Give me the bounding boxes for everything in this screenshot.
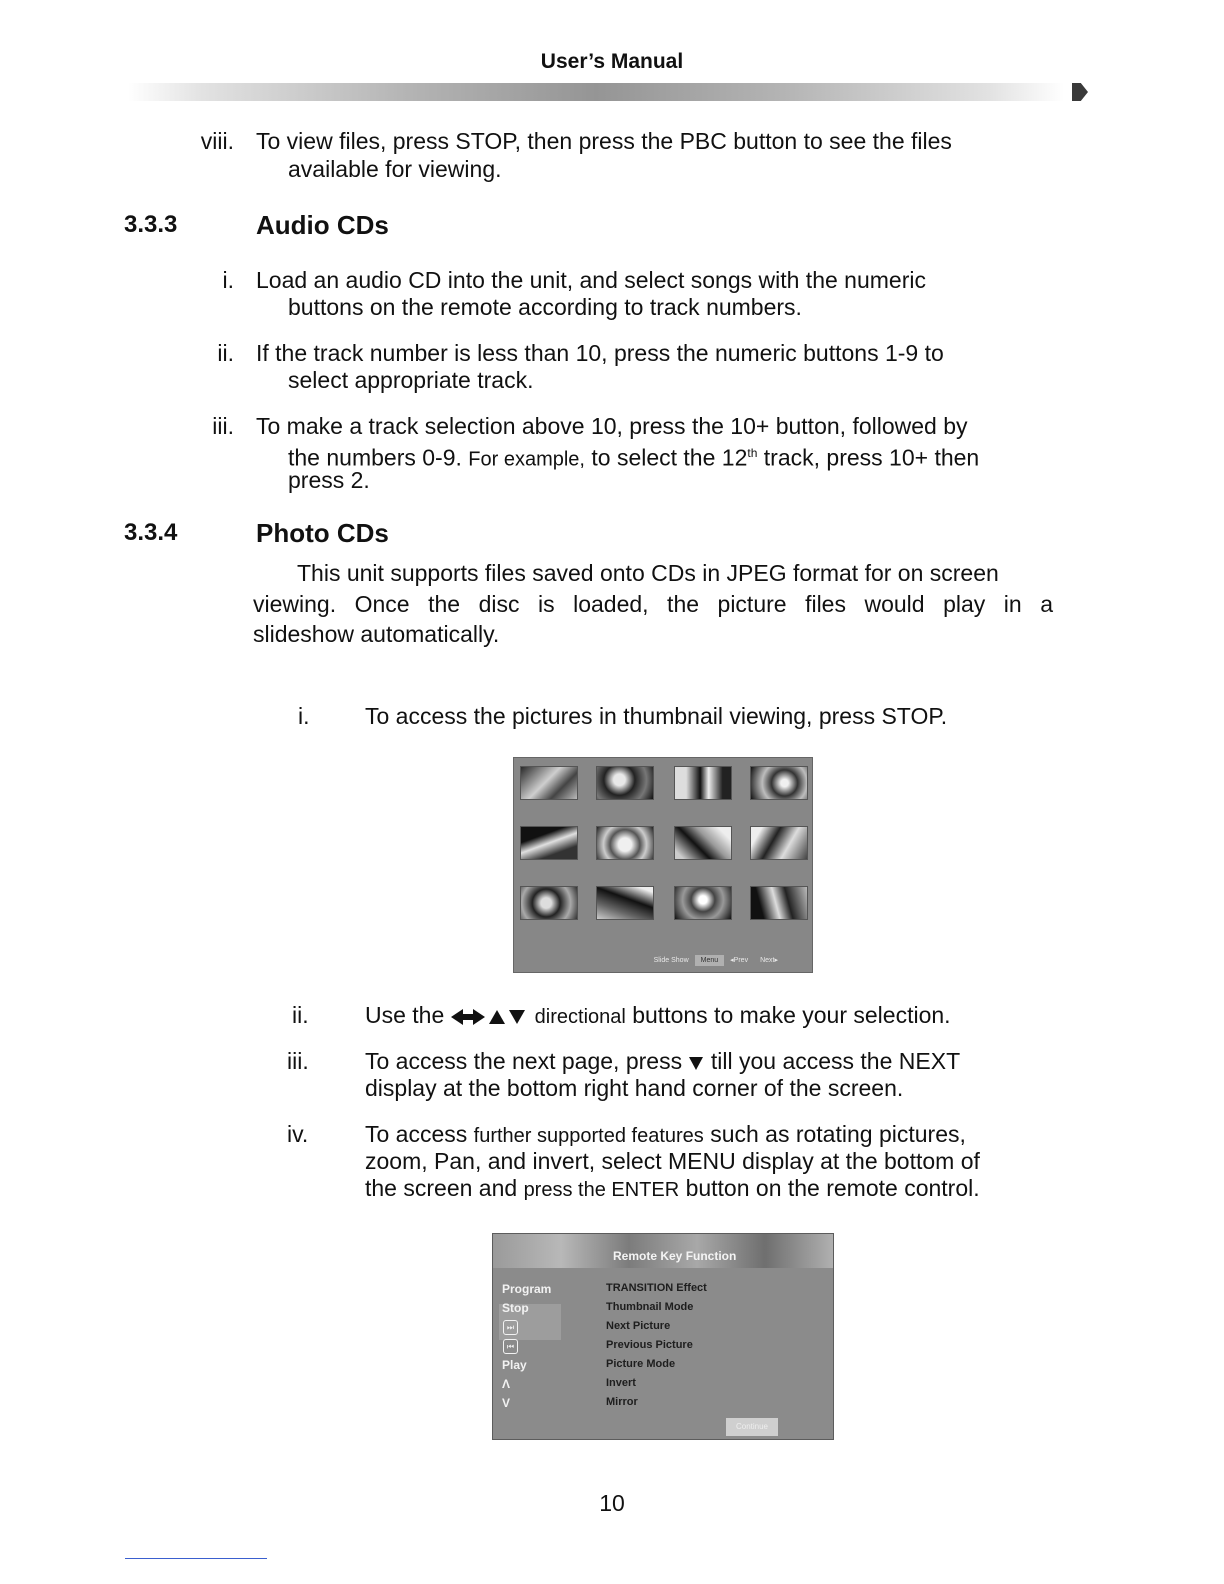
thumbnail: [674, 826, 732, 860]
item-text: buttons on the remote according to track numbers.: [288, 294, 802, 320]
text-run-small: press the ENTER: [523, 1179, 680, 1201]
section-title: Photo CDs: [256, 518, 389, 548]
remote-screen-title: Remote Key Function: [613, 1249, 737, 1263]
text-run: buttons to make your selection.: [632, 1002, 951, 1028]
item-text: To access the pictures in thumbnail viewing, press STOP.: [365, 703, 948, 729]
item-text: To view files, press STOP, then press the PBC button to see the files: [256, 128, 952, 154]
item-number: i.: [222, 267, 234, 293]
thumbnail: [520, 826, 578, 860]
footer-rule: [125, 1558, 267, 1559]
text-run: to select the 12: [591, 444, 748, 471]
thumbnail-bottom-bar: [648, 954, 784, 966]
section-number: 3.3.3: [124, 211, 178, 238]
thumbnail: [674, 766, 732, 800]
text-run: button on the remote control.: [685, 1175, 980, 1201]
remote-key-label: Stop: [502, 1301, 529, 1315]
text-run: To access the next page, press: [365, 1048, 683, 1074]
down-key-icon: V: [502, 1396, 511, 1410]
text-run: the numbers 0-9.: [288, 444, 462, 471]
thumbnail: [674, 886, 732, 920]
text-run: Use the: [365, 1002, 445, 1028]
remote-function-label: Thumbnail Mode: [606, 1301, 694, 1313]
thumbnail: [750, 766, 808, 800]
item-number: ii.: [217, 340, 234, 366]
intro-paragraph: [253, 558, 1053, 650]
item-text: display at the bottom right hand corner of the screen.: [365, 1075, 904, 1101]
section-number: 3.3.4: [124, 519, 178, 546]
header-divider-cap: [1072, 83, 1088, 101]
text-run-small: further supported features: [473, 1125, 704, 1147]
thumbnail: [750, 826, 808, 860]
page-header-title: User’s Manual: [540, 50, 684, 73]
up-key-icon: Λ: [502, 1377, 511, 1391]
remote-function-label: Mirror: [606, 1396, 638, 1408]
intro-line: viewing. Once the disc is loaded, the picture files would play in a: [253, 590, 1053, 617]
text-run-small: directional: [534, 1006, 626, 1028]
section-title: Audio CDs: [256, 210, 389, 240]
remote-key-label: Program: [502, 1282, 552, 1296]
bar-label: Next▸: [760, 957, 778, 964]
page-number: 10: [599, 1490, 625, 1516]
next-track-icon: ⏭: [503, 1320, 518, 1335]
text-run: track, press 10+ then: [763, 444, 980, 471]
remote-function-label: Previous Picture: [606, 1339, 693, 1351]
remote-function-label: Picture Mode: [606, 1358, 676, 1370]
item-text: Load an audio CD into the unit, and select songs with the numeric: [256, 267, 926, 293]
item-number: ii.: [292, 1002, 309, 1028]
item-text: [365, 1121, 966, 1151]
continue-button-image: Continue: [726, 1418, 778, 1436]
remote-function-label: Invert: [606, 1377, 636, 1389]
header-divider: [128, 83, 1064, 101]
item-text: available for viewing.: [288, 156, 502, 182]
item-number: i.: [298, 703, 310, 729]
item-number: iii.: [212, 413, 234, 439]
thumbnail: [750, 886, 808, 920]
down-arrow-icon: [688, 1055, 704, 1071]
superscript: th: [747, 446, 758, 460]
remote-function-label: Next Picture: [606, 1320, 671, 1332]
item-text: If the track number is less than 10, press the numeric buttons 1-9 to: [256, 340, 944, 366]
text-run: the screen and: [365, 1175, 518, 1201]
item-text: [365, 1048, 960, 1076]
thumbnail: [596, 766, 654, 800]
intro-line: slideshow automatically.: [253, 621, 500, 647]
thumbnail: [520, 886, 578, 920]
item-number: iv.: [287, 1121, 309, 1147]
item-number: iii.: [287, 1048, 309, 1074]
item-text: To make a track selection above 10, press the 10+ button, followed by: [256, 413, 968, 439]
remote-key-function-screen-image: [492, 1233, 834, 1440]
thumbnail: [596, 826, 654, 860]
thumbnail: [520, 766, 578, 800]
intro-line: This unit supports files saved onto CDs in JPEG format for on screen: [297, 560, 999, 586]
text-run: till you access the NEXT: [710, 1048, 961, 1074]
item-text: [288, 440, 979, 474]
item-text: [365, 1002, 951, 1032]
remote-function-label: TRANSITION Effect: [606, 1282, 707, 1294]
previous-track-icon: ⏮: [503, 1339, 518, 1354]
directional-arrows-icon: [451, 1008, 535, 1026]
thumbnail-screen-image: [513, 757, 813, 973]
text-run-small: For example,: [468, 448, 585, 471]
item-text: select appropriate track.: [288, 367, 534, 393]
remote-key-label: Play: [502, 1358, 527, 1372]
text-run: To access: [365, 1121, 468, 1147]
item-text: zoom, Pan, and invert, select MENU display at the bottom of: [365, 1148, 980, 1174]
item-number: viii.: [200, 128, 234, 154]
item-text: [365, 1175, 980, 1205]
item-text: press 2.: [288, 467, 370, 493]
text-run: such as rotating pictures,: [710, 1121, 966, 1147]
bar-label: Slide Show: [653, 957, 689, 964]
thumbnail: [596, 886, 654, 920]
bar-label: ◂Prev: [730, 957, 749, 964]
bar-label: Menu: [695, 955, 725, 966]
